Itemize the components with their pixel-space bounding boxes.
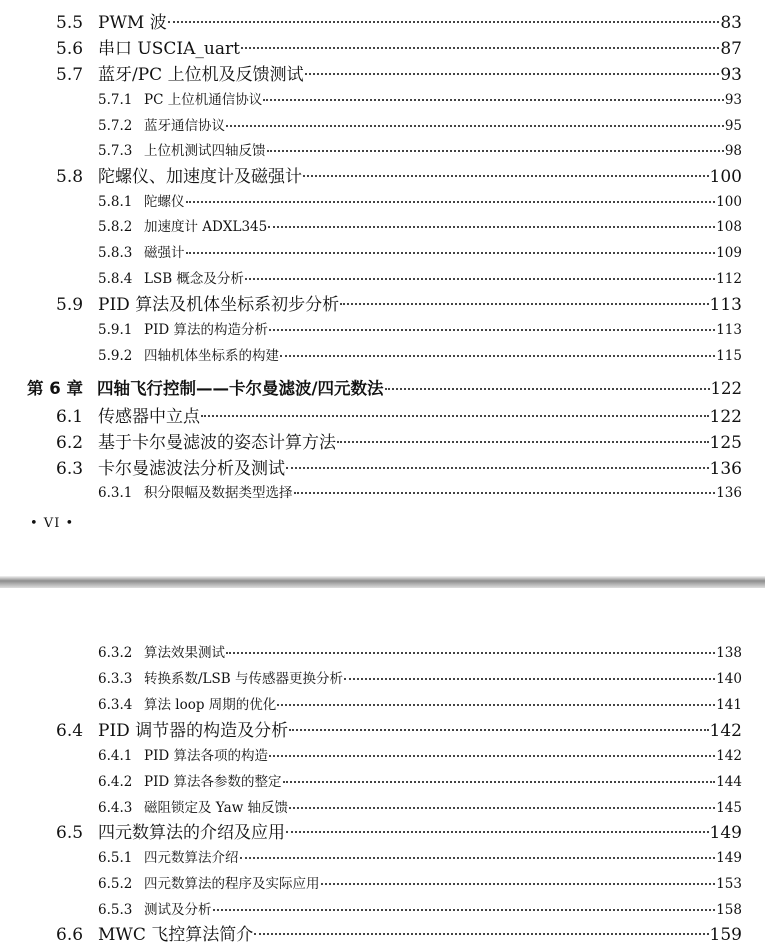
page-number: 95 (724, 118, 742, 134)
page-number: 113 (709, 295, 742, 315)
section-title: PC 上位机通信协议 (144, 92, 263, 108)
toc-entry[interactable] (98, 215, 742, 235)
page-number: 153 (716, 876, 742, 892)
toc-entry[interactable] (56, 920, 742, 945)
leader-dots (226, 652, 715, 654)
section-number: 6.4.3 (98, 800, 133, 816)
section-number: 5.5 (56, 13, 84, 33)
toc-entry[interactable] (56, 402, 742, 427)
page-number: 115 (716, 348, 742, 364)
page-number: 159 (709, 925, 742, 945)
page-number: 125 (709, 433, 742, 453)
section-title: 传感器中立点 (98, 407, 200, 427)
section-number: 6.5.1 (98, 850, 133, 866)
leader-dots (289, 729, 708, 731)
leader-dots (269, 755, 715, 757)
page-number: 113 (716, 322, 742, 338)
toc-entry[interactable] (98, 744, 742, 764)
leader-dots (321, 883, 716, 885)
leader-dots (240, 857, 716, 859)
section-title: 四轴机体坐标系的构建 (144, 348, 279, 364)
toc-entry[interactable] (98, 190, 742, 210)
leader-dots (286, 831, 709, 833)
toc-entry[interactable] (98, 267, 742, 287)
leader-dots (186, 252, 716, 254)
toc-page-lower (0, 588, 765, 943)
section-number: 5.8.3 (98, 245, 133, 261)
page-number: 83 (720, 13, 742, 33)
leader-dots (168, 21, 720, 23)
leader-dots (289, 807, 715, 809)
toc-entry[interactable] (98, 796, 742, 816)
section-number: 6.2 (56, 433, 84, 453)
section-number: 5.8.2 (98, 219, 133, 235)
section-title: MWC 飞控算法简介 (98, 925, 254, 945)
toc-entry[interactable] (98, 667, 742, 687)
chapter-number: 第 6 章 (27, 379, 83, 398)
section-title: 蓝牙/PC 上位机及反馈测试 (98, 65, 304, 85)
page-number: 158 (716, 902, 742, 918)
section-number: 6.5 (56, 823, 84, 843)
toc-entry[interactable] (98, 693, 742, 713)
toc-entry[interactable] (98, 139, 742, 159)
toc-entry[interactable] (56, 454, 742, 479)
section-number: 5.8.1 (98, 194, 133, 210)
toc-entry[interactable] (98, 481, 742, 501)
section-title: 转换系数/LSB 与传感器更换分析 (144, 671, 343, 687)
leader-dots (268, 226, 715, 228)
leader-dots (337, 441, 709, 443)
page-number: 122 (709, 407, 742, 427)
toc-entry[interactable] (98, 241, 742, 261)
section-title: 卡尔曼滤波法分析及测试 (98, 459, 285, 479)
page-number: 112 (716, 271, 742, 287)
section-number: 5.6 (56, 39, 84, 59)
page-number: 136 (716, 485, 742, 501)
section-title: PID 算法各项的构造 (144, 748, 269, 764)
section-title: PID 算法及机体坐标系初步分析 (98, 295, 340, 315)
page-number: 145 (716, 800, 742, 816)
section-number: 6.3 (56, 459, 84, 479)
section-number: 5.7 (56, 65, 84, 85)
page-number: 144 (716, 774, 742, 790)
page-number: 122 (710, 379, 742, 398)
section-title: PID 算法各参数的整定 (144, 774, 282, 790)
section-title: 串口 USCIA_uart (98, 39, 240, 59)
toc-entry[interactable] (98, 641, 742, 661)
section-title: 蓝牙通信协议 (144, 118, 225, 134)
section-number: 5.9.1 (98, 322, 133, 338)
section-number: 6.4.2 (98, 774, 133, 790)
page-number: 87 (720, 39, 742, 59)
toc-entry[interactable] (98, 114, 742, 134)
leader-dots (286, 467, 709, 469)
chapter-title: 四轴飞行控制——卡尔曼滤波/四元数法 (97, 379, 384, 398)
leader-dots (245, 278, 715, 280)
section-title: 四元数算法的程序及实际应用 (144, 876, 320, 892)
page-number: 93 (720, 65, 742, 85)
section-number: 5.9.2 (98, 348, 133, 364)
page-number: 141 (716, 697, 742, 713)
page-number: 149 (716, 850, 742, 866)
page-footer-number: • VI • (30, 516, 75, 531)
toc-entry[interactable] (98, 318, 742, 338)
toc-entry[interactable] (98, 846, 742, 866)
toc-entry[interactable] (98, 344, 742, 364)
leader-dots (305, 73, 720, 75)
section-number: 5.7.1 (98, 92, 133, 108)
section-number: 5.8 (56, 167, 84, 187)
leader-dots (267, 150, 724, 152)
leader-dots (269, 329, 715, 331)
leader-dots (226, 125, 724, 127)
leader-dots (186, 201, 716, 203)
leader-dots (277, 704, 715, 706)
leader-dots (213, 909, 716, 911)
section-number: 6.3.3 (98, 671, 133, 687)
page-number: 109 (716, 245, 742, 261)
leader-dots (340, 303, 708, 305)
section-number: 6.3.4 (98, 697, 133, 713)
section-title: PID 算法的构造分析 (144, 322, 269, 338)
section-number: 6.3.2 (98, 645, 133, 661)
page-number: 149 (709, 823, 742, 843)
section-title: 陀螺仪 (144, 194, 185, 210)
leader-dots (263, 99, 724, 101)
section-number: 6.5.3 (98, 902, 133, 918)
page-number: 100 (709, 167, 742, 187)
leader-dots (385, 388, 710, 390)
section-title: 四元数算法介绍 (144, 850, 239, 866)
page-number: 93 (724, 92, 742, 108)
page-number: 108 (716, 219, 742, 235)
toc-entry[interactable] (56, 60, 742, 85)
leader-dots (344, 678, 715, 680)
section-title: 测试及分析 (144, 902, 212, 918)
page-number: 142 (709, 721, 742, 741)
section-title: 基于卡尔曼滤波的姿态计算方法 (98, 433, 336, 453)
toc-entry[interactable] (56, 716, 742, 741)
section-title: 算法效果测试 (144, 645, 225, 661)
leader-dots (294, 492, 716, 494)
toc-entry[interactable] (56, 290, 742, 315)
leader-dots (280, 355, 715, 357)
toc-entry[interactable] (56, 162, 742, 187)
page-number: 100 (716, 194, 742, 210)
leader-dots (201, 415, 709, 417)
section-title: 磁阻锁定及 Yaw 轴反馈 (144, 800, 289, 816)
toc-chapter-entry[interactable] (27, 375, 742, 399)
section-title: 上位机测试四轴反馈 (144, 143, 266, 159)
section-title: 陀螺仪、加速度计及磁强计 (98, 167, 302, 187)
toc-entry[interactable] (98, 872, 742, 892)
section-number: 5.8.4 (98, 271, 133, 287)
toc-entry[interactable] (56, 34, 742, 59)
page-number: 140 (716, 671, 742, 687)
page-number: 138 (716, 645, 742, 661)
section-title: 积分限幅及数据类型选择 (144, 485, 293, 501)
section-title: 算法 loop 周期的优化 (144, 697, 277, 713)
page-number: 98 (724, 143, 742, 159)
section-number: 5.7.3 (98, 143, 133, 159)
section-number: 5.9 (56, 295, 84, 315)
section-title: PID 调节器的构造及分析 (98, 721, 289, 741)
leader-dots (241, 47, 719, 49)
section-number: 6.1 (56, 407, 84, 427)
section-title: 四元数算法的介绍及应用 (98, 823, 285, 843)
section-title: LSB 概念及分析 (144, 271, 244, 287)
page-number: 142 (716, 748, 742, 764)
toc-entry[interactable] (98, 770, 742, 790)
toc-entry[interactable] (56, 818, 742, 843)
toc-entry[interactable] (56, 8, 742, 33)
toc-entry[interactable] (98, 88, 742, 108)
toc-entry[interactable] (56, 428, 742, 453)
section-title: PWM 波 (98, 13, 167, 33)
page-number: 136 (709, 459, 742, 479)
toc-entry[interactable] (98, 898, 742, 918)
section-title: 加速度计 ADXL345 (144, 219, 268, 235)
section-number: 6.6 (56, 925, 84, 945)
section-number: 6.4 (56, 721, 84, 741)
leader-dots (283, 781, 716, 783)
leader-dots (254, 933, 708, 935)
section-number: 5.7.2 (98, 118, 133, 134)
section-number: 6.5.2 (98, 876, 133, 892)
section-title: 磁强计 (144, 245, 185, 261)
leader-dots (303, 175, 709, 177)
section-number: 6.3.1 (98, 485, 133, 501)
section-number: 6.4.1 (98, 748, 133, 764)
